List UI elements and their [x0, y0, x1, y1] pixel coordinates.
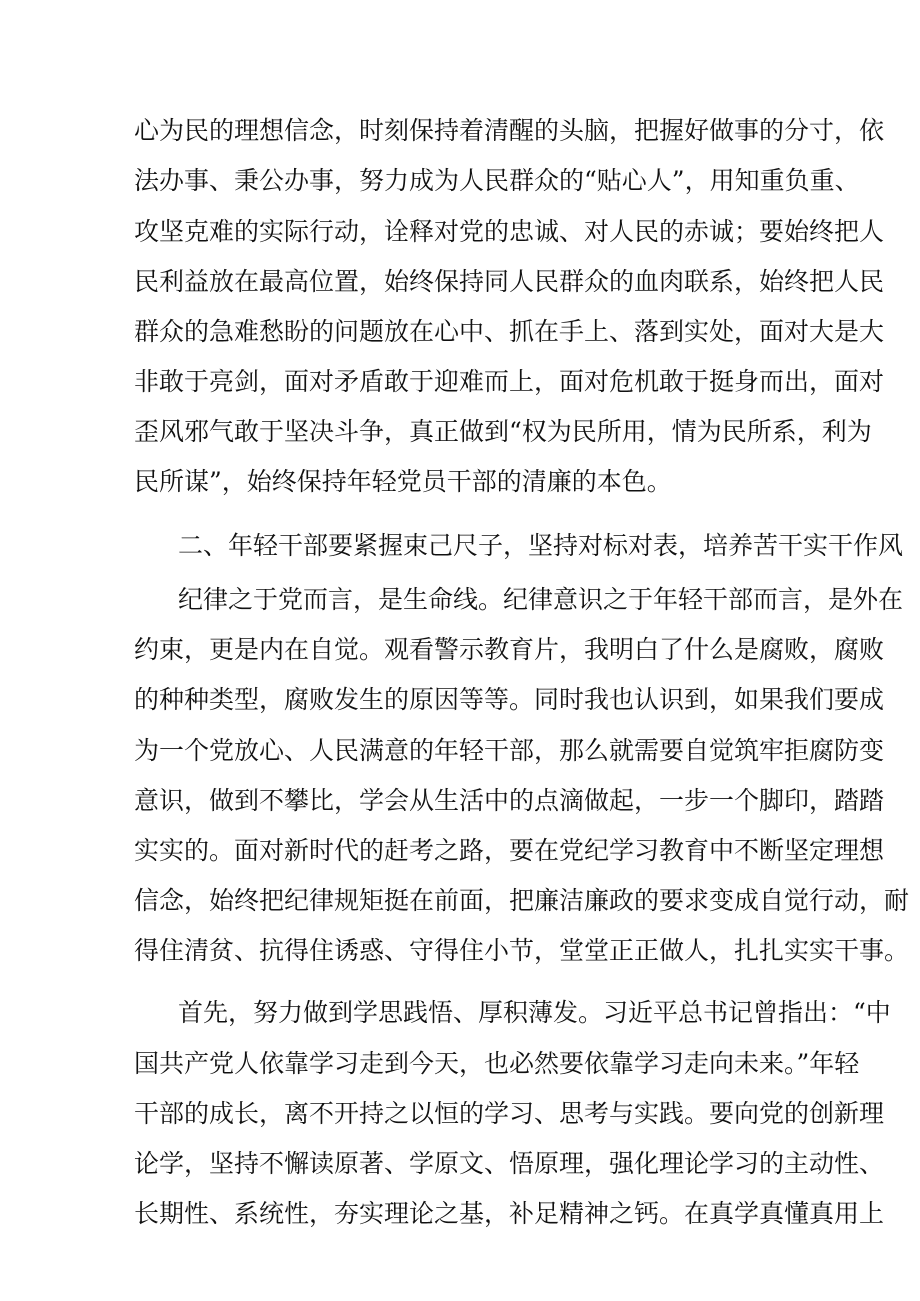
- paragraph-2-line-3: 的种种类型，腐败发生的原因等等。同时我也认识到，如果我们要成: [134, 685, 885, 714]
- section-heading: 二、年轻干部要紧握束己尺子，坚持对标对表，培养苦干实干作风: [178, 531, 904, 560]
- paragraph-2-line-6: 实实的。面对新时代的赶考之路，要在党纪学习教育中不断坚定理想: [134, 836, 885, 865]
- paragraph-3-line-3: 干部的成长，离不开持之以恒的学习、思考与实践。要向党的创新理: [134, 1099, 885, 1128]
- paragraph-1-line-6: 非敢于亮剑，面对矛盾敢于迎难而上，面对危机敢于挺身而出，面对: [134, 367, 885, 396]
- paragraph-1-line-1: 心为民的理想信念，时刻保持着清醒的头脑，把握好做事的分寸，依: [134, 116, 885, 145]
- paragraph-2-line-7: 信念，始终把纪律规矩挺在前面，把廉洁廉政的要求变成自觉行动，耐: [134, 886, 910, 915]
- paragraph-3-line-2: 国共产党人依靠学习走到今天，也必然要依靠学习走向未来。”年轻: [134, 1049, 860, 1078]
- paragraph-2-line-1: 纪律之于党而言，是生命线。纪律意识之于年轻干部而言，是外在: [178, 585, 904, 614]
- paragraph-1-line-3: 攻坚克难的实际行动，诠释对党的忠诚、对人民的赤诚；要始终把人: [134, 217, 885, 246]
- paragraph-1-line-4: 民利益放在最高位置，始终保持同人民群众的血肉联系，始终把人民: [134, 267, 885, 296]
- paragraph-3-line-5: 长期性、系统性，夯实理论之基，补足精神之钙。在真学真懂真用上: [134, 1199, 885, 1228]
- paragraph-2-line-8: 得住清贫、抗得住诱惑、守得住小节，堂堂正正做人，扎扎实实干事。: [134, 936, 910, 965]
- paragraph-2-line-5: 意识，做到不攀比，学会从生活中的点滴做起，一步一个脚印，踏踏: [134, 786, 885, 815]
- paragraph-3-line-1: 首先，努力做到学思践悟、厚积薄发。习近平总书记曾指出：“中: [178, 998, 891, 1027]
- paragraph-1-line-5: 群众的急难愁盼的问题放在心中、抓在手上、落到实处，面对大是大: [134, 317, 885, 346]
- paragraph-2-line-2: 约束，更是内在自觉。观看警示教育片，我明白了什么是腐败，腐败: [134, 635, 885, 664]
- paragraph-1-line-7: 歪风邪气敢于坚决斗争，真正做到“权为民所用，情为民所系，利为: [134, 417, 872, 446]
- paragraph-3-line-4: 论学，坚持不懈读原著、学原文、悟原理，强化理论学习的主动性、: [134, 1149, 885, 1178]
- paragraph-1-line-8: 民所谋”，始终保持年轻党员干部的清廉的本色。: [134, 467, 672, 496]
- paragraph-1-line-2: 法办事、秉公办事，努力成为人民群众的“贴心人”，用知重负重、: [134, 166, 860, 195]
- paragraph-2-line-4: 为一个党放心、人民满意的年轻干部，那么就需要自觉筑牢拒腐防变: [134, 736, 885, 765]
